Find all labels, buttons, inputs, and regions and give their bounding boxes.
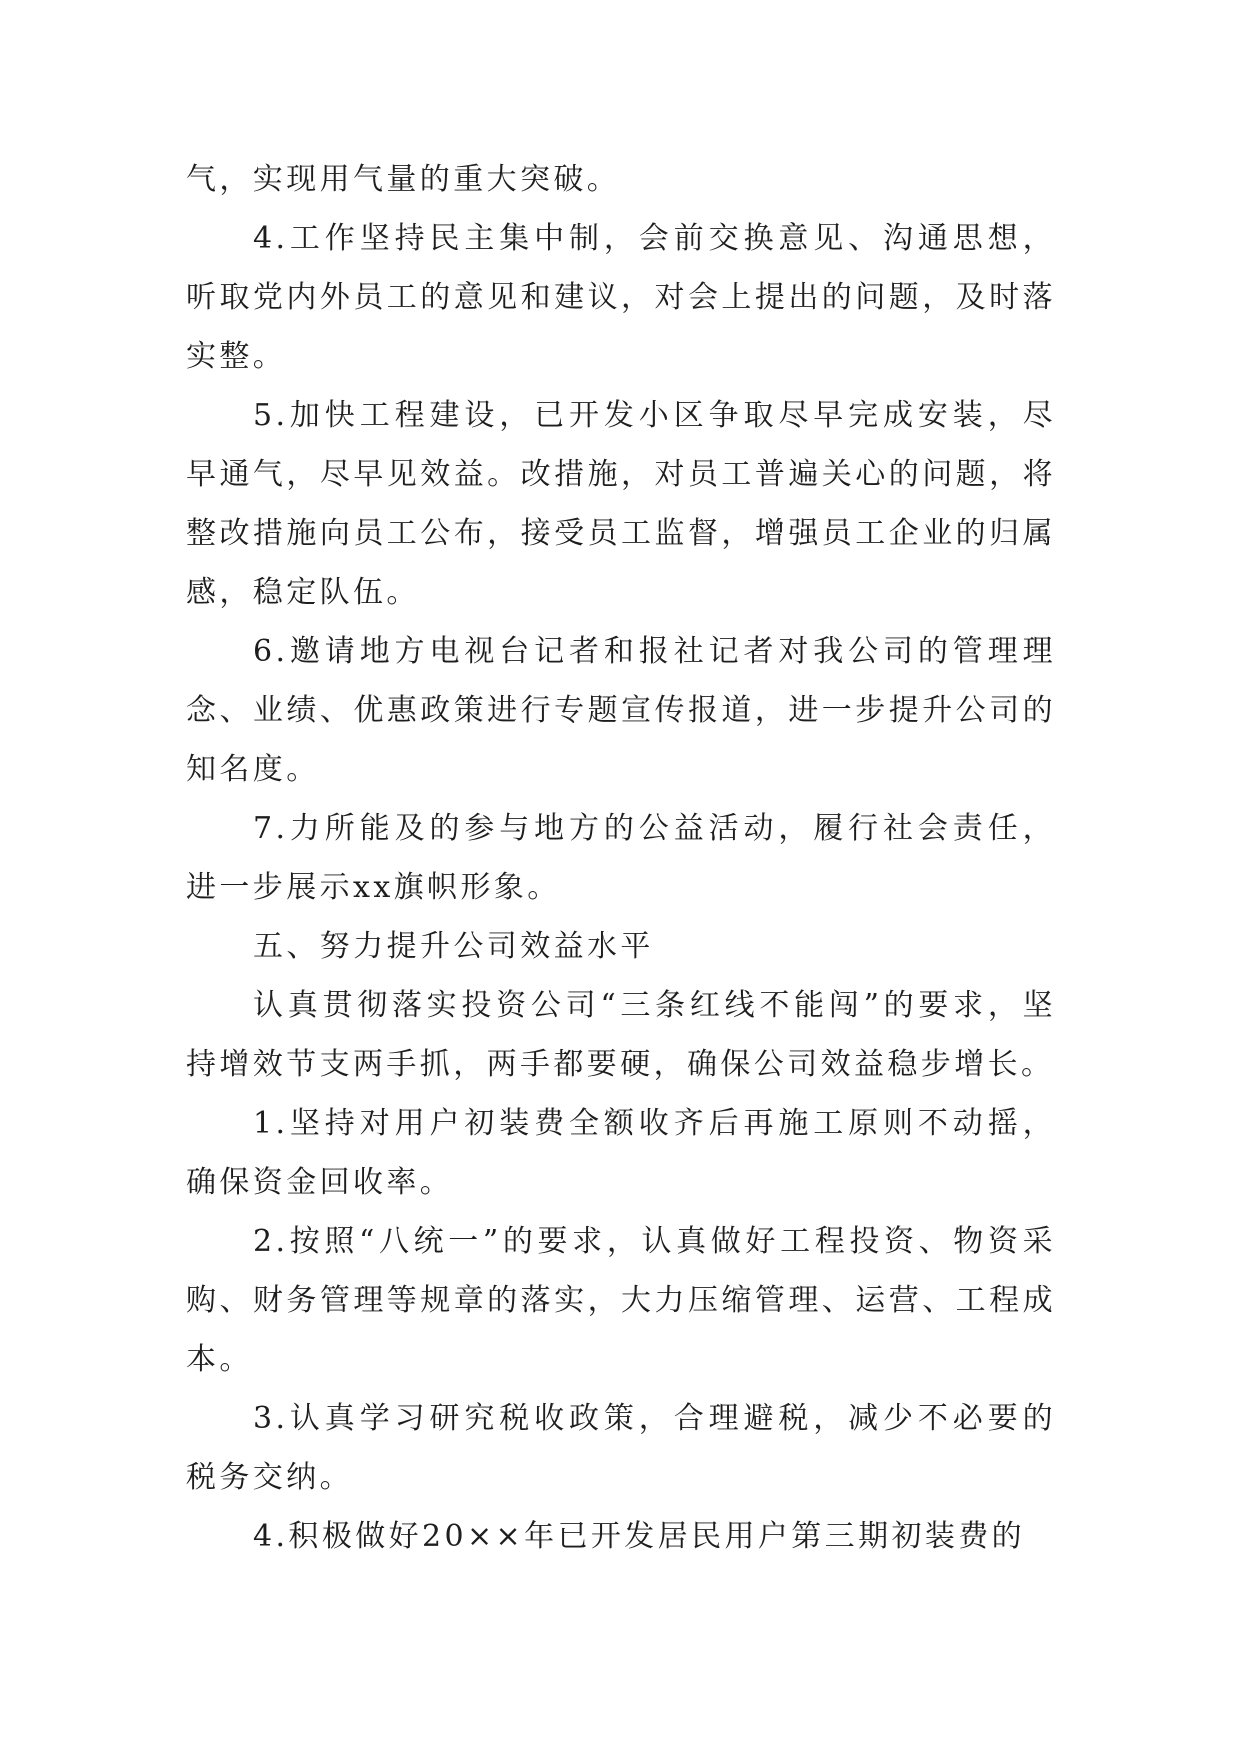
paragraph: 4.工作坚持民主集中制，会前交换意见、沟通思想，听取党内外员工的意见和建议，对会上提出的问题，及时落实整。 [186, 221, 1056, 374]
paragraph: 6.邀请地方电视台记者和报社记者对我公司的管理理念、业绩、优惠政策进行专题宣传报道，进一步提升公司的知名度。 [186, 634, 1056, 787]
paragraph: 3.认真学习研究税收政策，合理避税，减少不必要的税务交纳。 [186, 1401, 1056, 1495]
section-heading: 五、努力提升公司效益水平 [253, 929, 654, 964]
paragraph: 气，实现用气量的重大突破。 [186, 162, 621, 197]
paragraph: 1.坚持对用户初装费全额收齐后再施工原则不动摇，确保资金回收率。 [186, 1106, 1056, 1200]
paragraph: 5.加快工程建设，已开发小区争取尽早完成安装，尽早通气，尽早见效益。改措施，对员工普遍关心的问题，将整改措施向员工公布，接受员工监督，增强员工企业的归属感，稳定队伍。 [186, 398, 1056, 610]
paragraph: 4.积极做好20××年已开发居民用户第三期初装费的 [253, 1519, 1026, 1554]
paragraph: 认真贯彻落实投资公司“三条红线不能闯”的要求，坚持增效节支两手抓，两手都要硬，确保公司效益稳步增长。 [186, 988, 1056, 1082]
document-body [186, 150, 1056, 1566]
paragraph: 7.力所能及的参与地方的公益活动，履行社会责任，进一步展示xx旗帜形象。 [186, 811, 1056, 905]
paragraph: 2.按照“八统一”的要求，认真做好工程投资、物资采购、财务管理等规章的落实，大力压缩管理、运营、工程成本。 [186, 1224, 1056, 1377]
